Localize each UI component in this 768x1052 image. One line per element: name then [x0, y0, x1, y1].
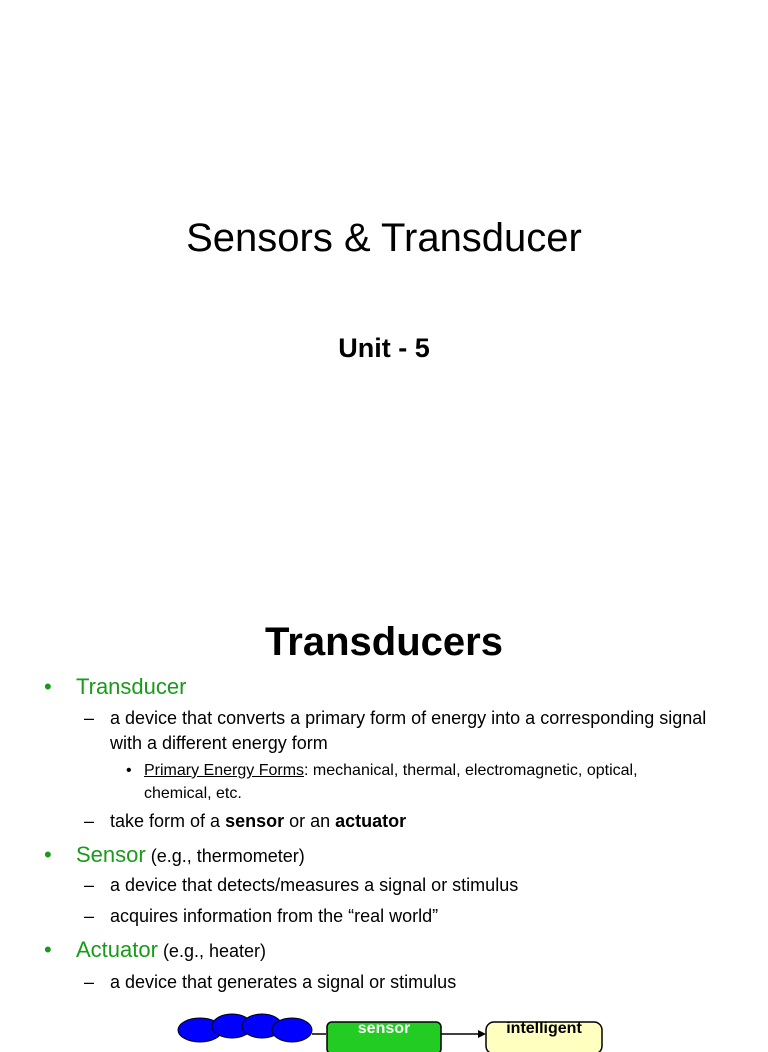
slide-subtitle: Unit - 5: [338, 333, 430, 363]
arrow-head: [478, 1030, 486, 1038]
bullet-transducer: [0, 672, 768, 702]
bullet-list: [0, 672, 768, 995]
term-transducer: Transducer: [76, 674, 187, 699]
stimulus-cloud: [178, 1014, 312, 1042]
energy-forms-item: • Primary Energy Forms: mechanical, thermal, electromagnetic, optical, chemical, etc.: [0, 759, 768, 805]
sensor-definition-2: – acquires information from the “real world”: [0, 904, 768, 929]
actuator-definition-1: – a device that generates a signal or stimulus: [0, 970, 768, 995]
sensor-diagram: [0, 1012, 768, 1052]
transducer-form-item: – take form of a sensor or an actuator: [0, 809, 768, 834]
energy-forms-label: Primary Energy Forms: [144, 762, 305, 779]
sensor-box-label: sensor: [357, 1020, 411, 1037]
term-sensor: Sensor: [76, 842, 146, 867]
intelligent-box-label: intelligent: [506, 1020, 582, 1037]
transducer-definition: – a device that converts a primary form of energy into a corresponding signal with a different energy form: [0, 706, 768, 756]
term-actuator: Actuator: [76, 937, 158, 962]
transducers-slide: [0, 576, 768, 1037]
sensor-definition-1: – a device that detects/measures a signal or stimulus: [0, 873, 768, 898]
slide-heading: Transducers: [265, 620, 503, 664]
bullet-sensor: • Sensor (e.g., thermometer): [0, 840, 768, 871]
bullet-actuator: • Actuator (e.g., heater): [0, 935, 768, 966]
slide-title: Sensors & Transducer: [186, 216, 582, 260]
